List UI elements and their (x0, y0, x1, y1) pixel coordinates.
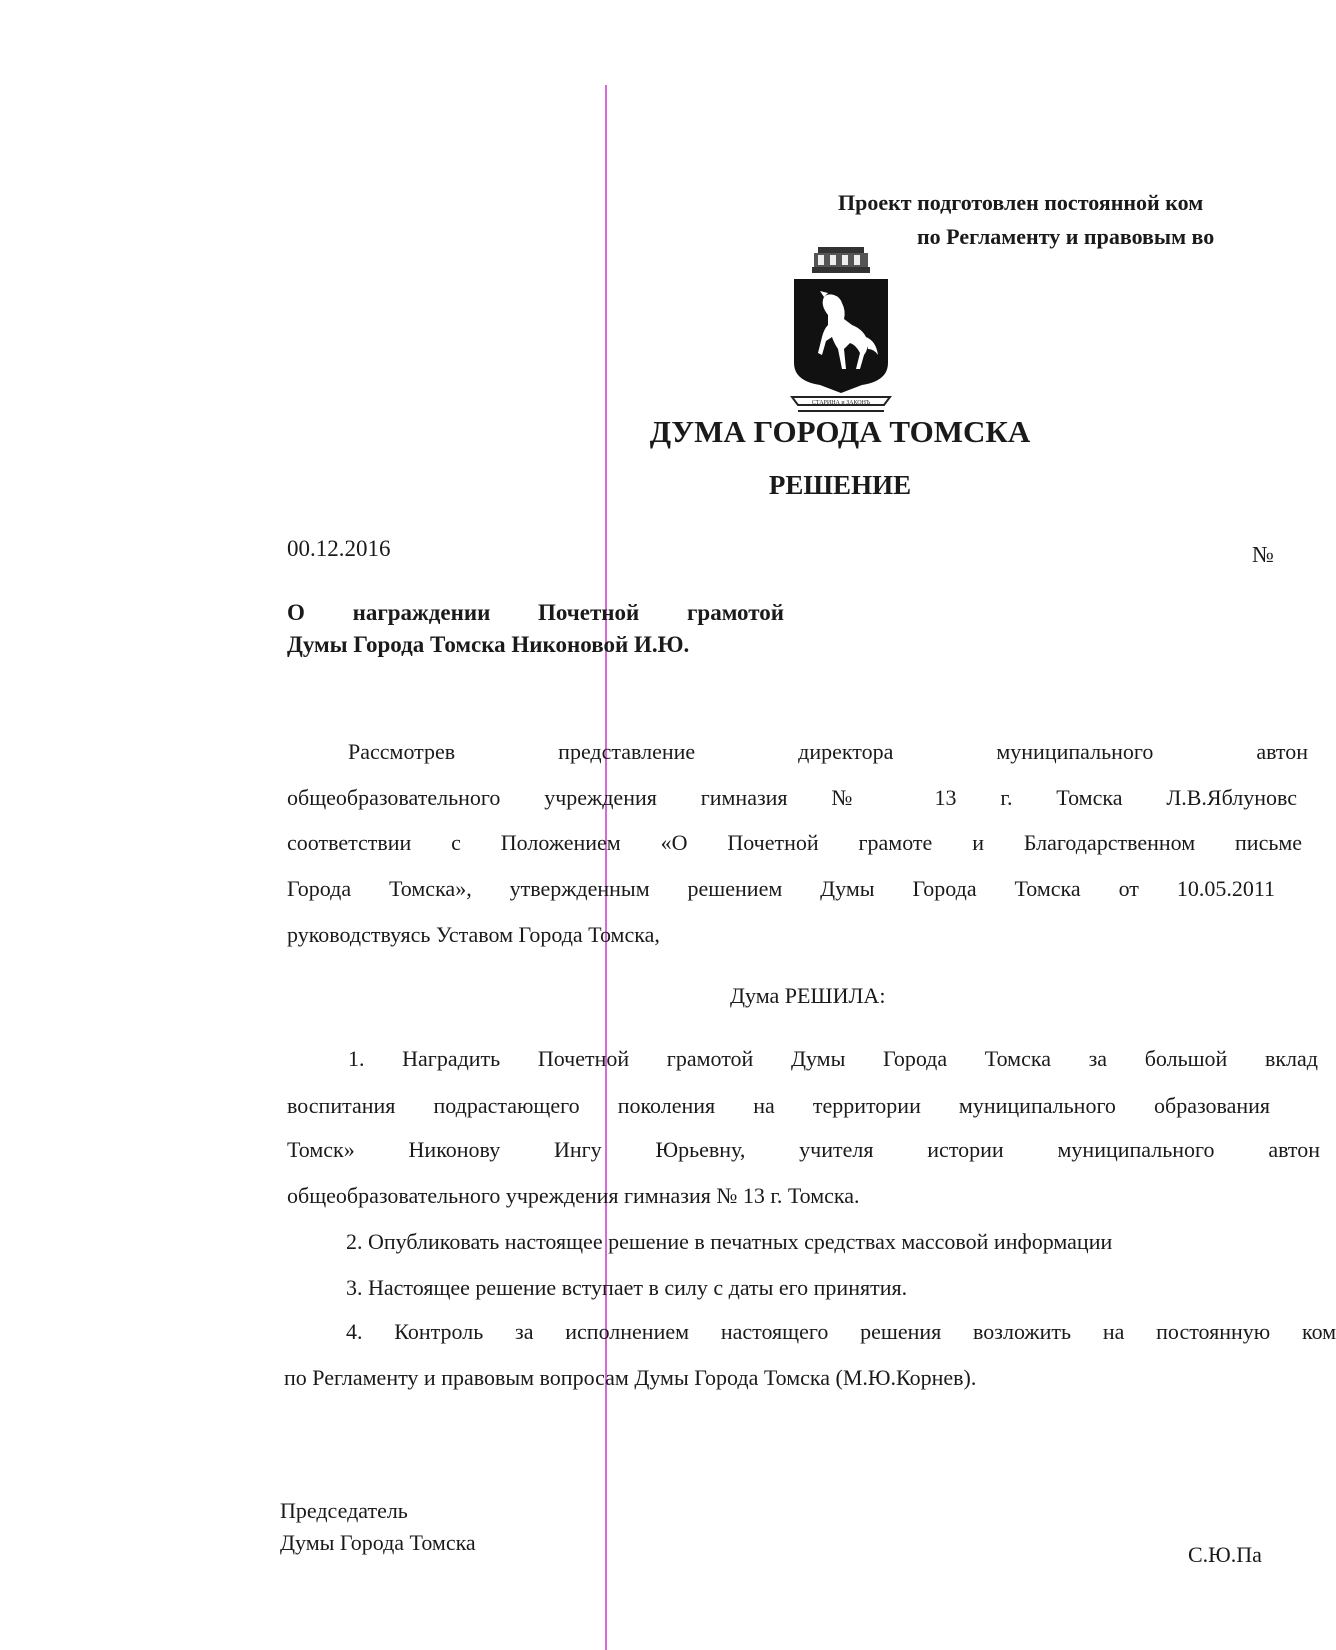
preamble-line5: руководствуясь Уставом Города Томска, (287, 922, 660, 947)
subject-line1 (287, 600, 784, 626)
signatory-name: С.Ю.Па (1188, 1542, 1262, 1567)
subject-word: грамотой (686, 600, 784, 625)
preamble-line2: общеобразовательного учреждения гимназия № 13 г. Томска Л.В.Яблуновс (287, 785, 1298, 810)
margin-guide-line (605, 85, 607, 1650)
preamble-line4: Города Томска», утвержденным решением Думы Города Томска от 10.05.2011 (287, 876, 1275, 901)
subject-word: награждении (352, 600, 491, 625)
tomsk-coat-of-arms-icon (790, 245, 892, 415)
document-number: № (1252, 542, 1274, 567)
emblem-motto: СТАРИНА и ЗАКОНЪ (811, 400, 871, 406)
subject-word: Почетной (538, 600, 640, 625)
subject-line2: Думы Города Томска Никоновой И.Ю. (287, 632, 690, 657)
preamble-line1: Рассмотрев представление директора муниципального автон (348, 739, 1309, 764)
item1-line3: Томск» Никонову Ингу Юрьевну, учителя истории муниципального автон (287, 1137, 1321, 1162)
preamble-line3: соответствии с Положением «О Почетной грамоте и Благодарственном письме (287, 830, 1303, 855)
doc-type: РЕШЕНИЕ (768, 470, 912, 500)
subject-word: О (287, 600, 305, 625)
document-date: 00.12.2016 (287, 536, 391, 561)
draft-note-line1: Проект подготовлен постоянной ком (838, 190, 1204, 215)
signatory-title-line2: Думы Города Томска (280, 1530, 476, 1555)
item1-line1: 1. Наградить Почетной грамотой Думы Города Томска за большой вклад (348, 1046, 1318, 1071)
item4-line2: по Регламенту и правовым вопросам Думы Города Томска (М.Ю.Корнев). (284, 1365, 977, 1390)
item1-line4: общеобразовательного учреждения гимназия № 13 г. Томска. (287, 1183, 860, 1208)
resolved-heading: Дума РЕШИЛА: (730, 983, 886, 1008)
org-title: ДУМА ГОРОДА ТОМСКА (649, 414, 1031, 449)
item3: 3. Настоящее решение вступает в силу с даты его принятия. (346, 1275, 908, 1300)
item4-line1: 4. Контроль за исполнением настоящего решения возложить на постоянную ком (346, 1319, 1336, 1344)
item2: 2. Опубликовать настоящее решение в печатных средствах массовой информации (346, 1229, 1113, 1254)
signatory-title-line1: Председатель (280, 1498, 408, 1523)
item1-line2: воспитания подрастающего поколения на территории муниципального образования (287, 1093, 1271, 1118)
draft-note-line2: по Регламенту и правовым во (917, 224, 1215, 249)
